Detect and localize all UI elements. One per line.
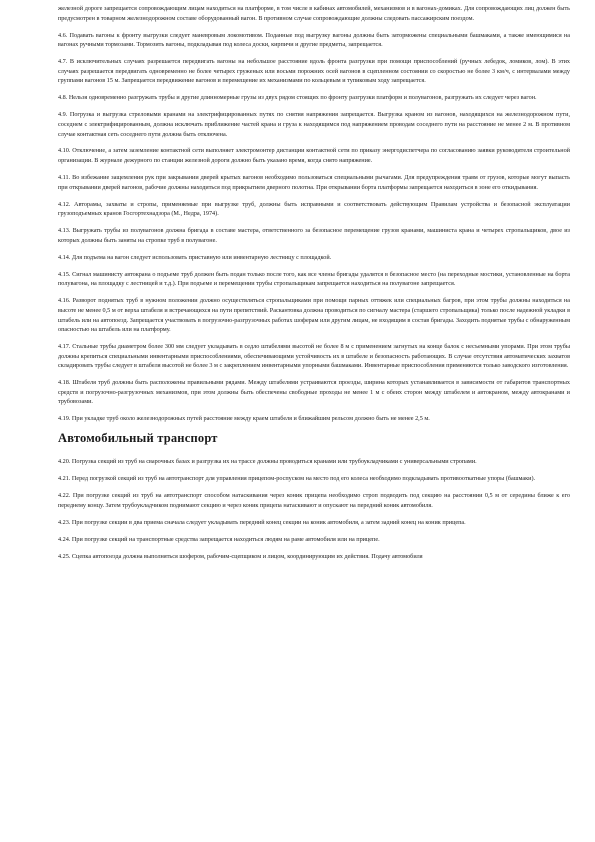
- paragraph: 4.12. Авторамы, захваты и стропы, применяемые при выгрузке труб, должны быть исправными и соответствовать действующим Правилам устройства и безопасной эксплуатации грузоподъемных кранов Госгортехнадзора (М., Недра, 1974).: [58, 200, 570, 218]
- paragraph: 4.9. Погрузка и выгрузка стреловыми кранами на электрифицированных путях по снятия напряжения запрещается. Выгрузка краном из вагонов, находящихся на железнодорожном пути, соседнем с электрифицированным, должна исключать приближение частей крана и груза к находящимся под напряжением проводам соседнего пути на расстояние не менее 2 м. В противном случае контактная сеть соседнего пути должна быть отключена.: [58, 111, 570, 138]
- paragraph: 4.17. Стальные трубы диаметром более 300 мм следует укладывать в седло штабелями высотой не более 8 м с применением загнутых на конце балок с несъемными упорами. При этом трубы должны крепиться специальными инвентарными приспособлениями, обеспечивающими устойчивость их в штабеле и безопасность работающих. В случае отсутствия автоматических захватов складировать трубы следует в штабеля высотой не более 3 м с закреплением инвентарными упорными башмаками. Инвентарные приспособления применяются только заводского изготовления.: [58, 343, 570, 370]
- document-page: [58, 4, 570, 840]
- paragraph: 4.22. При погрузке секций из труб на автотранспорт способом натаскивания через коник прицепа необходимо строп подводить под секцию на расстоянии 0,5 м от середины ближе к его переднему концу. Затем трубоукладчиком поднимают секцию и через коник прицепа натаскивают и опускают на передний коник автомобиля.: [58, 492, 570, 510]
- paragraph: 4.24. При погрузке секций на транспортные средства запрещается находиться людям на раме автомобиля или на прицепе.: [58, 535, 380, 543]
- paragraph: 4.14. Для подъема на вагон следует использовать приставную или инвентарную лестницу с площадкой.: [58, 253, 332, 261]
- paragraph: 4.8. Нельзя одновременно разгружать трубы и другие длинномерные грузы из двух рядом стоящих по фронту разгрузки платформ и полувагонов, разгружать их следует через вагон.: [58, 94, 537, 102]
- paragraph: 4.21. Перед погрузкой секций из труб на автотранспорт для управления прицепом-роспуском на место под его колеса необходимо подкладывать противооткатные упоры (башмаки).: [58, 475, 536, 483]
- paragraph: 4.7. В исключительных случаях разрешается передвигать вагоны на небольшое расстояние вдоль фронта разгрузки при помощи приспособлений (ручных лебедок, ломиков, лом). В этих случаях разрешается передвигать одновременно не более четырех груженых или восьми порожних осей вагонов в сцепленном состоянии со скоростью не более 3 км/ч, с интервалами между группами вагонов 15 м. Запрещается передвижение вагонов и перемещение их механизмами по кольцевым и тупиковым ходу запрещается.: [58, 58, 570, 85]
- paragraphs-top: [58, 4, 570, 424]
- paragraph: 4.25. Сцепка автопоезда должна выполняться шофером, рабочим-сцепщиком и лицом, координирующим их действия. Подачу автомобиля: [58, 552, 423, 560]
- paragraph: железной дороге запрещается сопровождающим лицам находиться на платформе, в том числе в кабинах автомобилей, механизмов и в вагонах-домиках. Для сопровождающих лиц должен быть предусмотрен в товарном железнодорожном составе оборудованный вагон. В противном случае сопровождающие должны следовать пассажирским поездом.: [58, 5, 570, 22]
- paragraph: 4.6. Подавать вагоны к фронту выгрузки следует маневровым локомотивом. Поданные под выгрузку вагоны должны быть заторможены специальными башмаками, а также имеющимися на вагонах ручными тормозами. Тормозить вагоны, подкладывая под колеса доски, кирпичи и другие предметы, запрещается.: [58, 31, 570, 49]
- paragraph: 4.19. При укладке труб около железнодорожных путей расстояние между краем штабеля и ближайшим рельсом должно быть не менее 2,5 м.: [58, 415, 430, 423]
- section-heading: Автомобильный транспорт: [58, 431, 218, 446]
- paragraph: 4.10. Отключение, а затем заземление контактной сети выполняет электромонтер дистанции контактной сети по приказу энергодиспетчера по согласованию заявки руководителя строительной организации. В журнале дежурного по станции железной дороги должно быть указано время, когда снято напряжение.: [58, 147, 570, 165]
- paragraph: 4.23. При погрузке секции в два приема сначала следует укладывать передний конец секции на коник автомобиля, а затем задний конец на коник прицепа.: [58, 519, 466, 526]
- paragraph: 4.16. Разворот поднятых труб в нужном положении должно осуществляться стропальщиками при помощи парных оттяжек или специальных багров, при этом трубы должны находиться на высоте не менее 0,5 м от верха штабеля и встречающихся на пути препятствий. Раскантовка должна проводиться по сигналу мастера (старшего стропальщика) только после надежной укладки в штабель или на автопоезд. Запрещается участвовать в погрузочно-разгрузочных работах шоферам или другим лицам, не входящим в состав бригады. Заходить поднятые трубы с обнаруженным опасностью на штабель или на платформу.: [58, 297, 570, 334]
- paragraph: 4.13. Выгружать трубы из полувагонов должна бригада в составе мастера, ответственного за безопасное перемещение грузов кранами, машиниста крана и четырех стропальщиков, двое из которых должны быть заняты на стропке труб в полувагоне.: [58, 227, 570, 244]
- paragraphs-bottom: [58, 457, 570, 561]
- paragraph: 4.11. Во избежание защемления рук при закрывании дверей крытых вагонов необходимо пользоваться специальными рычагами. Для предупреждения травм от грузов, которые могут выпасть при открывании дверей вагонов, рабочие должны находиться под прикрытием дверного полотна. При открывании борта платформы запрещается находиться в зоне его откидывания.: [58, 174, 570, 191]
- paragraph: 4.15. Сигнал машинисту автокрана о подъеме труб должен быть подан только после того, как все члены бригады удалятся в безопасное место (на переходные мостики, установленные на борта полувагона, на площадку с лестницей и т.д.). При подъеме и перемещении трубы стропальщикам запрещается находиться на полувагоне запрещается.: [58, 270, 570, 288]
- paragraph: 4.18. Штабеля труб должны быть расположены правильными рядами. Между штабелями устраиваются проезды, ширина которых устанавливается в зависимости от габаритов транспортных средств и погрузочно-разгрузочных механизмов, при этом должны быть обеспечены свободные проходы не менее 1 м с обеих сторон между штабелем и автокраном, между автокранами и трубовозами.: [58, 379, 570, 406]
- paragraph: 4.20. Погрузка секций из труб на сварочных базах и разгрузка их на трассе должны проводиться кранами или трубоукладчиками с универсальными стропами.: [58, 458, 477, 466]
